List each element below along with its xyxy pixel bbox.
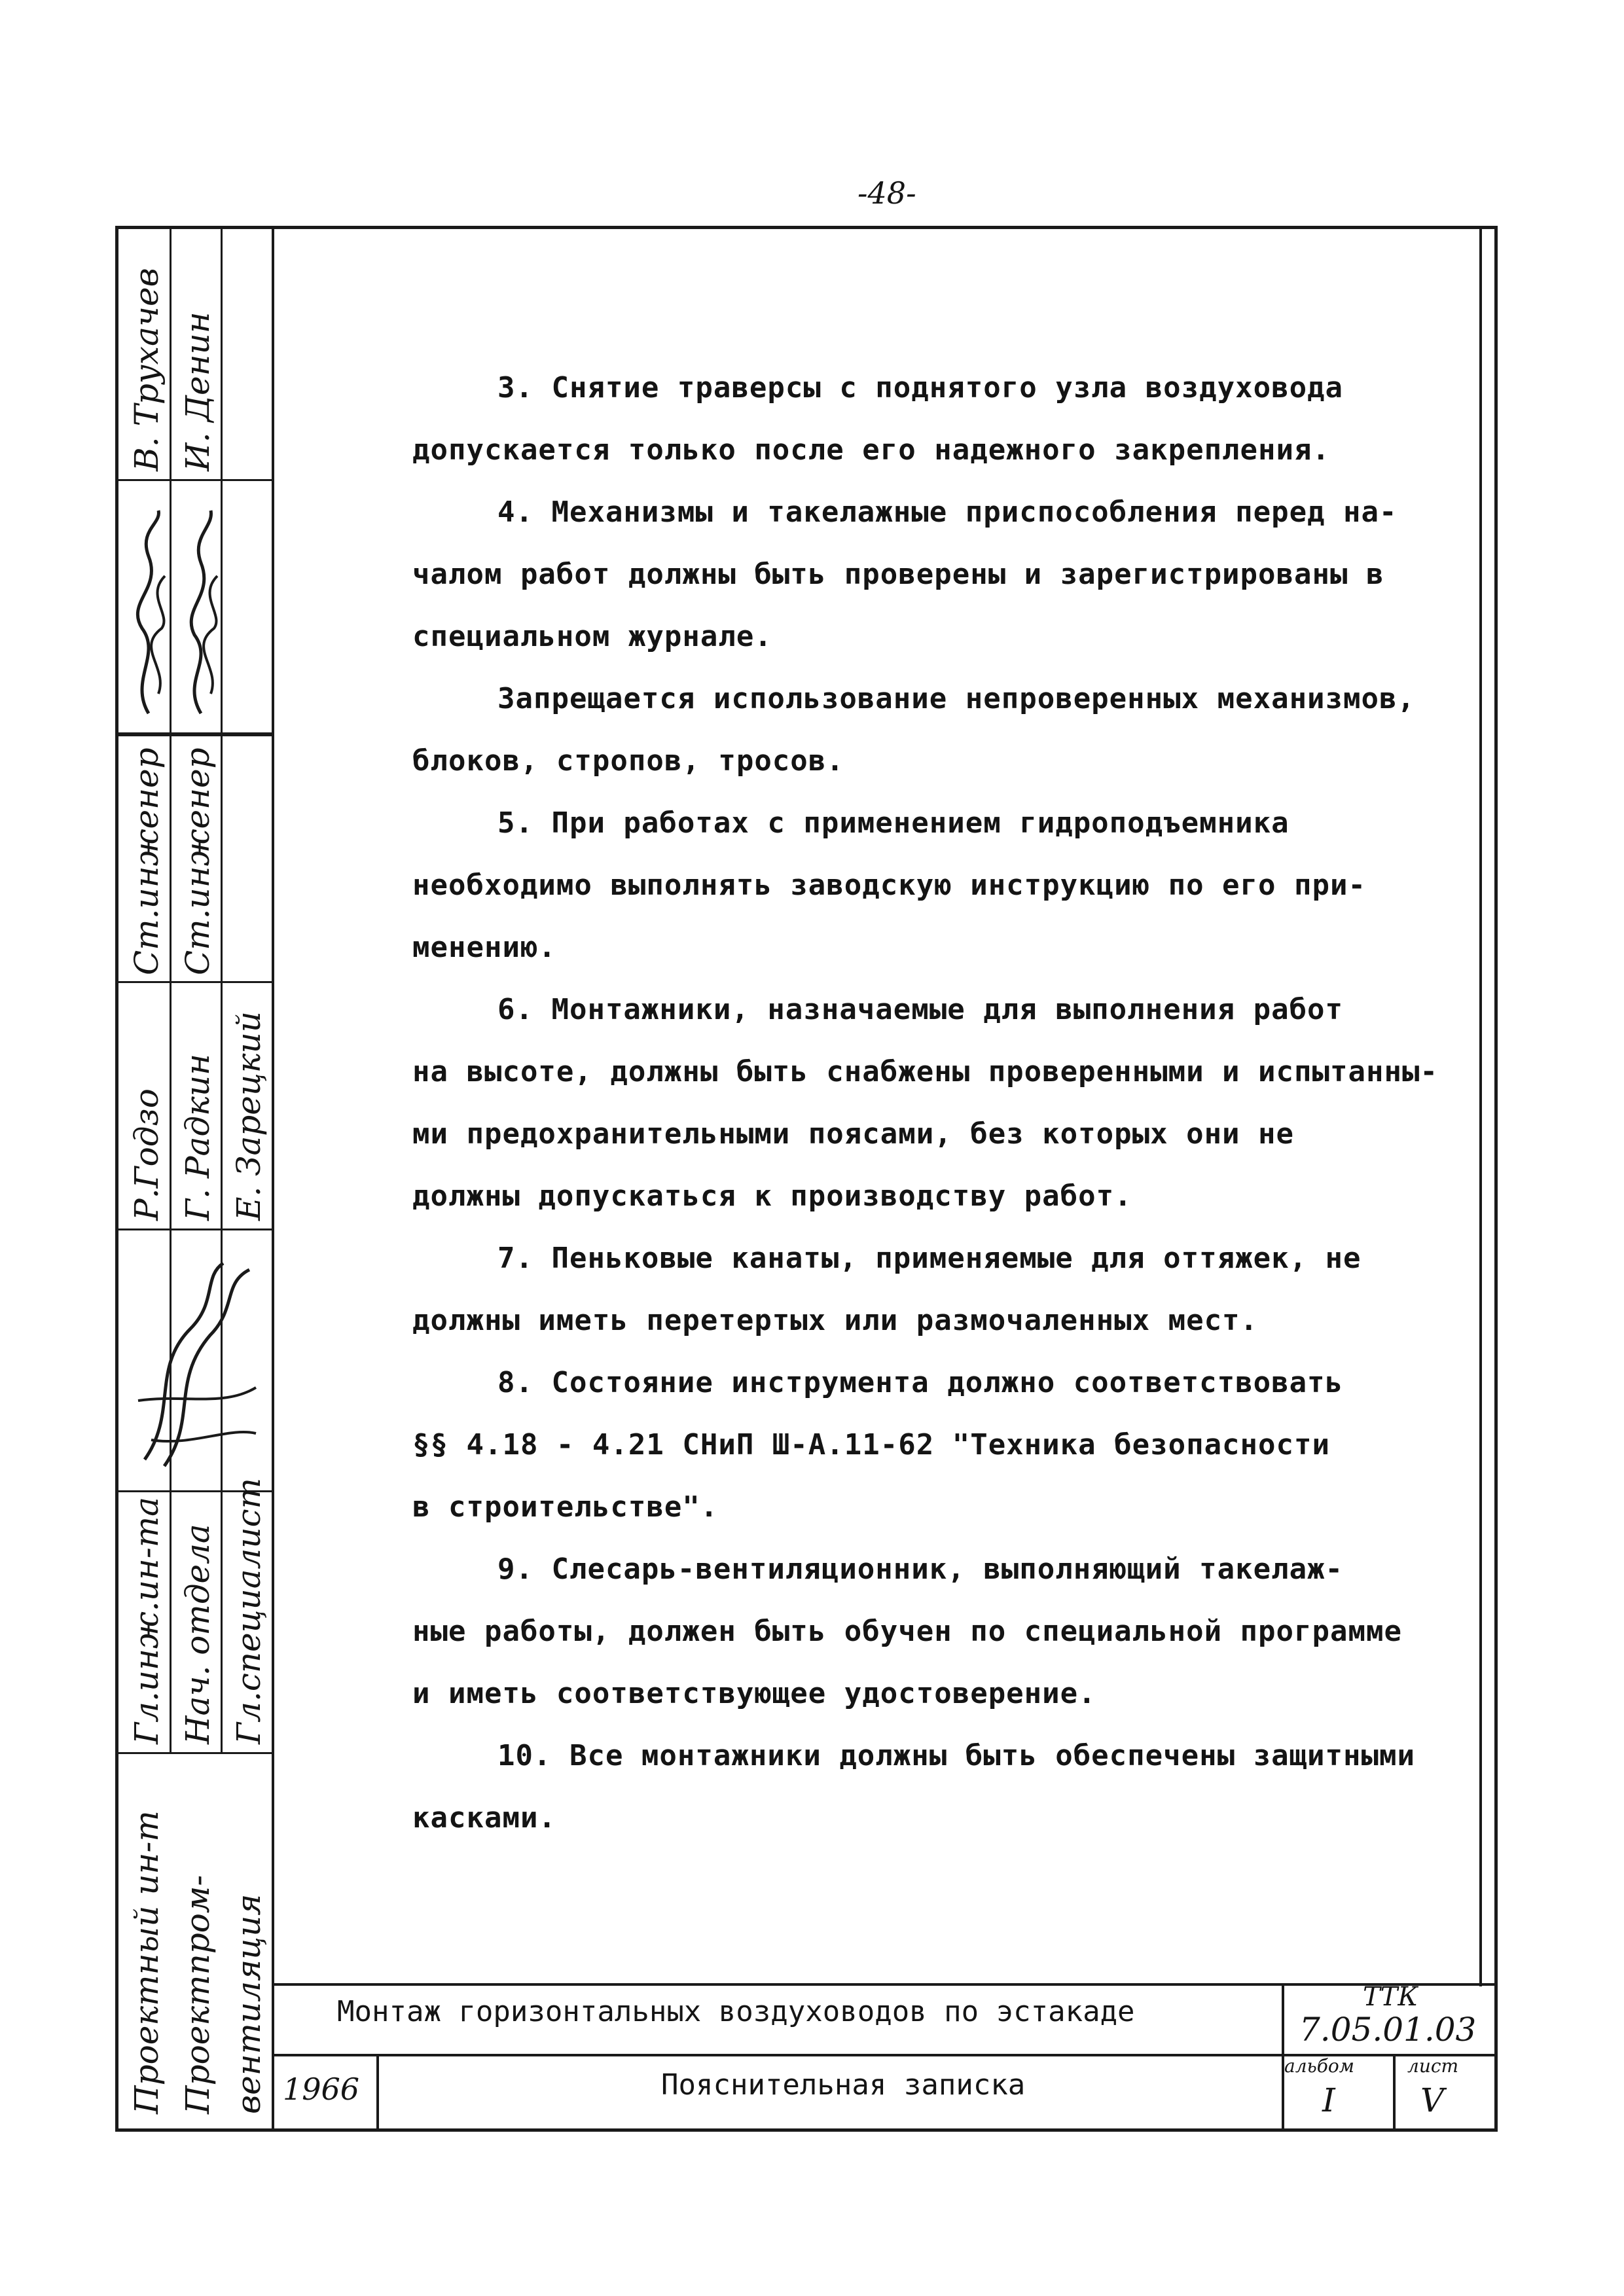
paragraph-line: специальном журнале. [412, 620, 772, 653]
paragraph-4 [412, 481, 1473, 668]
paragraph-9 [412, 1538, 1473, 1725]
margin-name-trukhachev: В. Трухачев [128, 268, 166, 471]
paragraph-line: Запрещается использование непроверенных механизмов, [497, 682, 1416, 715]
margin-position-senior-engineer-1: Ст.инженер [128, 747, 166, 975]
paragraph-line: допускается только после его надежного закрепления. [412, 433, 1331, 467]
paragraph-6 [412, 978, 1473, 1227]
paragraph-line: ми предохранительными поясами, без которых они не [412, 1117, 1295, 1151]
paragraph-line: на высоте, должны быть снабжены проверенными и испытанны- [412, 1055, 1438, 1088]
paragraph-line: и иметь соответствующее удостоверение. [412, 1677, 1096, 1710]
paragraph-line: 3. Снятие траверсы с поднятого узла воздуховода [497, 371, 1344, 404]
paragraph-10 [412, 1725, 1473, 1849]
title-block-sheet-divider [1393, 2054, 1396, 2132]
album-label: альбом [1284, 2055, 1354, 2077]
explanatory-text [412, 357, 1473, 1849]
paragraph-line: чалом работ должны быть проверены и зарегистрированы в [412, 558, 1384, 591]
margin-col-line-2 [221, 229, 223, 1754]
doc-code-label: ТТК [1363, 1982, 1418, 2012]
margin-position-senior-engineer-2: Ст.инженер [179, 747, 217, 975]
margin-org-line-3: вентиляция [230, 1893, 268, 2114]
margin-name-denin: И. Денин [179, 312, 217, 471]
margin-name-godzo: Р.Годзо [128, 1088, 166, 1221]
margin-name-zaretsky: Е. Зарецкий [230, 1011, 268, 1221]
paragraph-line: 4. Механизмы и такелажные приспособления перед на- [497, 495, 1398, 529]
margin-org-line-1: Проектный ин-т [128, 1810, 166, 2114]
paragraph-5 [412, 792, 1473, 978]
margin-position-dept-head: Нач. отдела [179, 1524, 217, 1744]
paragraph-line: 7. Пеньковые канаты, применяемые для оттяжек, не [497, 1242, 1362, 1275]
paragraph-line: в строительстве". [412, 1490, 719, 1524]
paragraph-prohibition [412, 668, 1473, 792]
title-block-top-line [272, 1983, 1498, 1986]
frame-right-line [1479, 226, 1482, 1986]
paragraph-line: 8. Состояние инструмента должно соответствовать [497, 1366, 1344, 1399]
paragraph-line: блоков, стропов, тросов. [412, 744, 844, 778]
margin-position-chief-specialist: Гл.специалист [230, 1478, 268, 1744]
document-year: 1966 [283, 2072, 360, 2107]
frame-margin-divider [272, 226, 274, 2132]
document-subtitle: Пояснительная записка [661, 2068, 1026, 2102]
paragraph-line: менению. [412, 931, 556, 964]
paragraph-line: ные работы, должен быть обучен по специальной программе [412, 1615, 1402, 1648]
paragraph-line: §§ 4.18 - 4.21 СНиП Ш-А.11-62 "Техника безопасности [412, 1428, 1331, 1462]
paragraph-line: должны допускаться к производству работ. [412, 1179, 1132, 1213]
album-value: I [1322, 2081, 1335, 2119]
paragraph-line: 9. Слесарь-вентиляционник, выполняющий такелаж- [497, 1552, 1344, 1586]
paragraph-line: 6. Монтажники, назначаемые для выполнения работ [497, 993, 1344, 1026]
doc-code: 7.05.01.03 [1299, 2011, 1477, 2049]
paragraph-7 [412, 1227, 1473, 1352]
sheet-label: лист [1407, 2055, 1459, 2077]
margin-org-line-2: Проектпром- [179, 1874, 217, 2114]
title-block-year-divider [376, 2054, 379, 2132]
margin-name-radkin: Г. Радкин [179, 1053, 217, 1221]
signature-scribble-2 [125, 1250, 269, 1479]
margin-position-chief-engineer: Гл.инж.ин-та [128, 1497, 166, 1744]
approval-margin [118, 229, 272, 2128]
paragraph-line: 5. При работах с применением гидроподъемника [497, 806, 1290, 840]
paragraph-3 [412, 357, 1473, 481]
page-number: -48- [857, 175, 916, 211]
signature-scribble-1 [122, 497, 266, 726]
margin-col-line-1 [170, 229, 171, 1754]
paragraph-8 [412, 1352, 1473, 1538]
document-title: Монтаж горизонтальных воздуховодов по эстакаде [337, 1995, 1135, 2028]
paragraph-line: должны иметь перетертых или размочаленных мест. [412, 1304, 1259, 1337]
sheet-value: V [1420, 2081, 1445, 2119]
paragraph-line: 10. Все монтажники должны быть обеспечены защитными [497, 1739, 1416, 1772]
paragraph-line: необходимо выполнять заводскую инструкцию по его при- [412, 869, 1366, 902]
paragraph-line: касками. [412, 1801, 556, 1835]
